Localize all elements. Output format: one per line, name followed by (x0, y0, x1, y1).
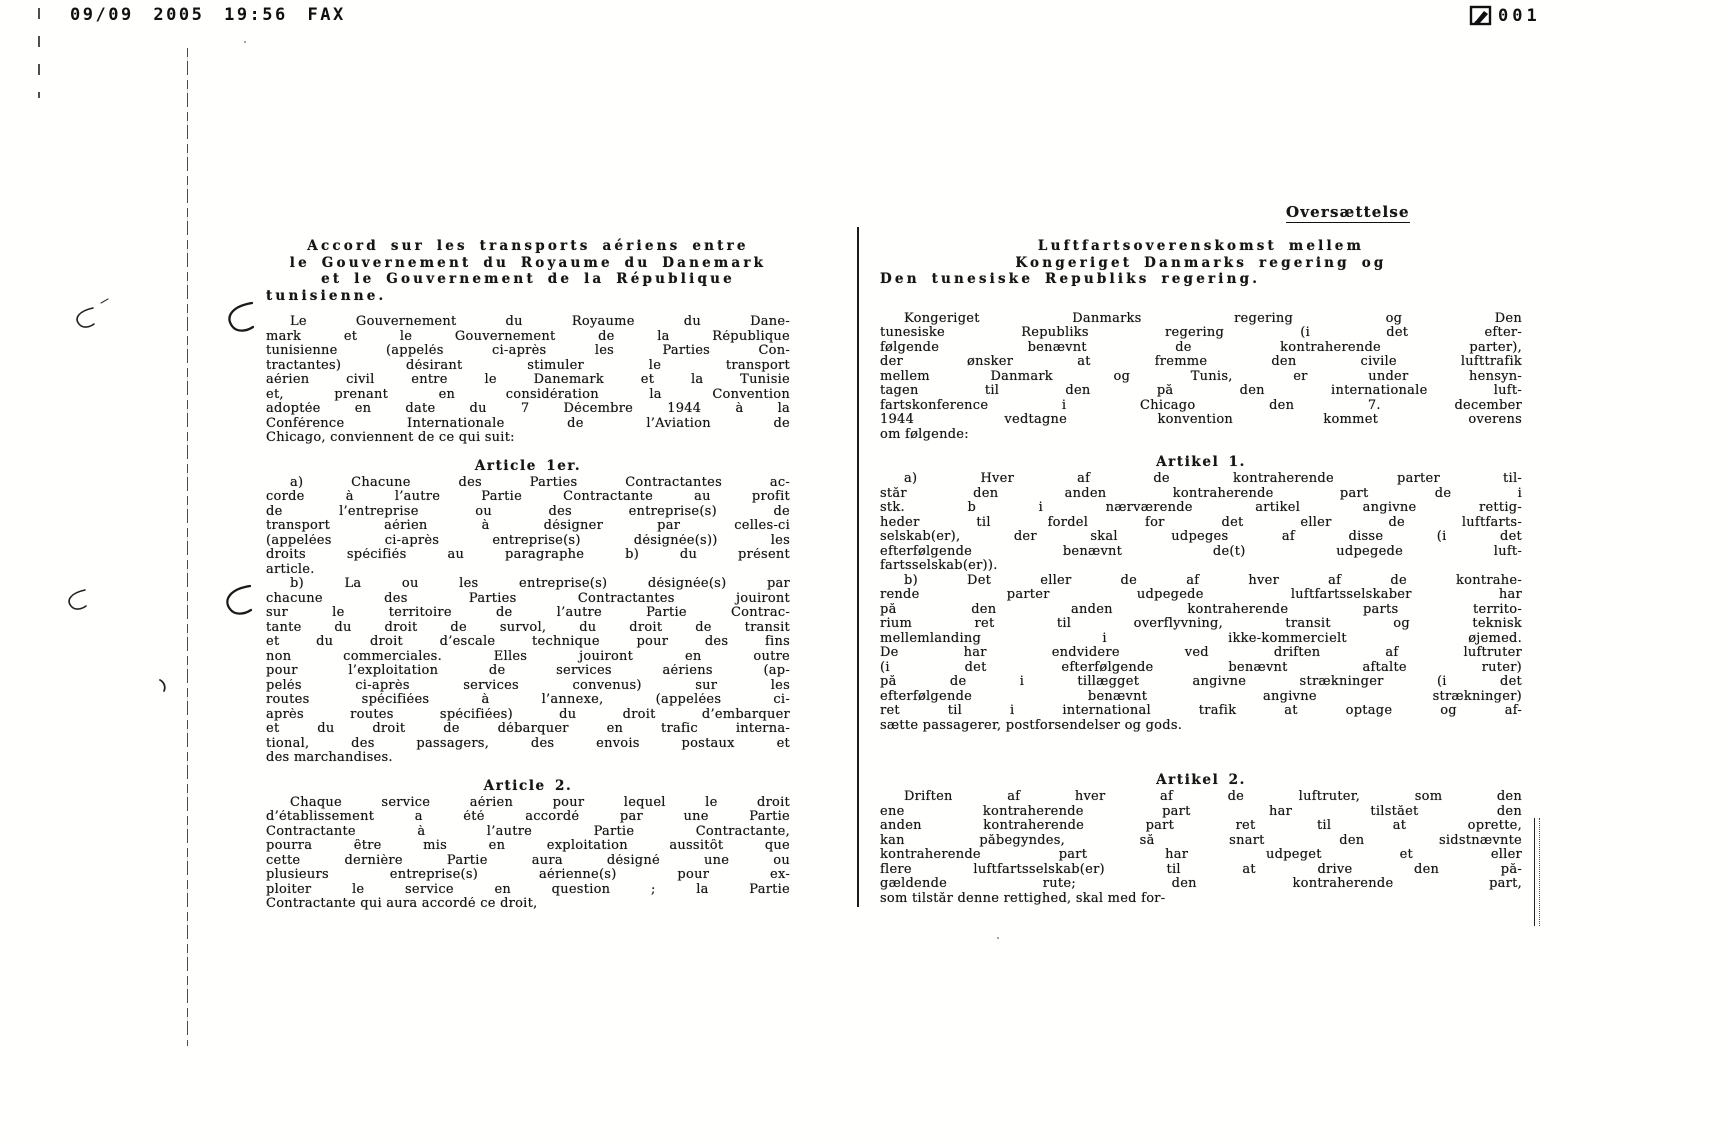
fax-page-indicator (1468, 4, 1541, 28)
text-line: de l’entreprise ou des entreprise(s) de (266, 504, 790, 519)
text-line: a) Chacune des Parties Contractantes ac- (290, 475, 790, 490)
text-line: som tilstår denne rettighed, skal med for- (880, 891, 1166, 906)
text-line: plusieurs entreprise(s) aérienne(s) pour ex- (266, 868, 790, 882)
column-title (266, 238, 790, 304)
title-line: et le Gouvernement de la République (321, 271, 735, 287)
paragraph (880, 312, 1522, 443)
text-line: De har endvidere ved driften af luftruter (880, 646, 1522, 660)
text-line: fartsselskab(er)). (880, 559, 998, 573)
scan-artifact-margin-dashes (38, 8, 40, 98)
text-line: stk. b i nærværende artikel angivne rettig- (880, 501, 1522, 515)
text-line: pourra être mis en exploitation aussitôt que (266, 839, 790, 853)
paragraph (266, 315, 790, 446)
article-heading: Article 2. (483, 777, 573, 794)
text-line: Chicago, conviennent de ce qui suit: (266, 431, 515, 445)
text-line: (appelées ci-après entreprise(s) désignée(s)) les (266, 533, 790, 548)
text-line: tional, des passagers, des envois postaux et (266, 736, 790, 751)
title-line: tunisienne. (266, 287, 387, 304)
text-line: flere luftfartsselskab(er) til at drive den på- (880, 862, 1522, 877)
pen-mark-tick-1 (101, 299, 108, 303)
text-line: efterfølgende benævnt angivne strækninger) (880, 689, 1522, 704)
pen-mark-paren-1 (229, 303, 253, 331)
paragraph (880, 790, 1522, 906)
text-line: pour l’exploitation de services aériens (ap- (266, 664, 790, 678)
text-line: rende parter udpegede luftfartsselskaber har (880, 588, 1522, 602)
text-line: kan påbegyndes, så snart den sidstnævnte (880, 833, 1522, 848)
text-line: der ønsker at fremme den civile lufttrafik (880, 355, 1522, 369)
text-line: des marchandises. (266, 751, 393, 765)
text-line: a) Hver af de kontraherende parter til- (904, 472, 1522, 486)
text-line: droits spécifiés au paragraphe b) du présent (266, 548, 790, 562)
text-line: 1944 vedtagne konvention kommet overens (880, 413, 1522, 427)
text-line: pelés ci-après services convenus) sur les (266, 678, 790, 693)
text-line: gældende rute; den kontraherende part, (880, 877, 1522, 891)
text-line: tunesiske Republiks regering (i det efter- (880, 326, 1522, 340)
text-line: ret til i international trafik at optage og af- (880, 704, 1522, 718)
paragraph (266, 796, 790, 912)
title-line: Accord sur les transports aériens entre (307, 238, 749, 254)
article-heading: Artikel 2. (1156, 772, 1246, 788)
text-line: sur le territoire de l’autre Partie Contrac- (266, 606, 790, 620)
text-line: non commerciales. Elles jouiront en outre (266, 649, 790, 664)
text-line: om følgende: (880, 427, 969, 442)
pen-mark-paren-2 (227, 586, 251, 614)
text-line: følgende benævnt de kontraherende parter), (880, 340, 1522, 355)
translation-label: Oversættelse (1286, 203, 1410, 221)
text-line: adoptée en date du 7 Décembre 1944 à la (266, 402, 790, 416)
text-line: b) Det eller de af hver af de kontrahe- (904, 573, 1522, 588)
paragraph (880, 472, 1522, 574)
article-heading: Artikel 1. (1156, 454, 1246, 470)
text-line: sætte passagerer, postforsendelser og gods. (880, 718, 1183, 733)
title-line: Den tunesiske Republiks regering. (880, 271, 1261, 287)
text-line: fartskonference i Chicago den 7. december (880, 398, 1522, 413)
paragraph (880, 574, 1522, 734)
text-line: Contractante qui aura accordé ce droit, (266, 897, 538, 911)
pen-mark-comma (160, 680, 165, 691)
text-line: tractantes) désirant stimuler le transport (266, 358, 790, 373)
text-line: ploiter le service en question ; la Partie (266, 882, 790, 897)
text-line: cette dernière Partie aura désigné une ou (266, 853, 790, 868)
text-line: efterfølgende benævnt de(t) udpegede luft- (880, 544, 1522, 559)
text-line: tagen til den på den internationale luft- (880, 384, 1522, 398)
text-line: (i det efterfølgende benævnt aftalte ruter) (880, 660, 1522, 675)
pen-mark-small-2 (69, 590, 86, 609)
scan-speck (244, 41, 246, 43)
text-line: på de i tillægget angivne strækninger (i det (880, 675, 1522, 689)
text-line: på den anden kontraherende parts territo- (880, 602, 1522, 617)
article-heading: Article 1er. (474, 457, 582, 474)
paragraph (266, 476, 790, 578)
fax-datetime-header: 09/09 2005 19:56 FAX (70, 5, 346, 25)
text-line: et du droit d’escale technique pour des fins (266, 635, 790, 649)
left-column-french (266, 238, 790, 912)
text-line: après routes spécifiées) du droit d’embarquer (266, 707, 790, 722)
column-title (880, 238, 1522, 288)
text-line: Chaque service aérien pour lequel le droit (290, 795, 790, 810)
text-line: chacune des Parties Contractantes jouiront (266, 591, 790, 606)
text-line: Contractante à l’autre Partie Contractante, (266, 824, 790, 839)
text-line: heder til fordel for det eller de luftfarts- (880, 515, 1522, 530)
text-line: Conférence Internationale de l’Aviation de (266, 416, 790, 431)
text-line: transport aérien à désigner par celles-ci (266, 519, 790, 533)
text-line: mellemlanding i ikke-kommercielt øjemed. (880, 631, 1522, 646)
text-line: b) La ou les entreprise(s) désignée(s) par (290, 577, 790, 591)
text-line: mellem Danmark og Tunis, er under hensyn- (880, 369, 1522, 384)
fax-page-number: 001 (1498, 6, 1541, 26)
paragraph (266, 577, 790, 766)
text-line: et du droit de débarquer en trafic interna- (266, 722, 790, 736)
text-line: ene kontraherende part har tilstået den (880, 804, 1522, 819)
text-line: kontraherende part har udpeget et eller (880, 848, 1522, 862)
text-line: rium ret til overflyvning, transit og teknisk (880, 617, 1522, 631)
pen-mark-small-1 (77, 308, 94, 327)
column-divider-rule (857, 227, 859, 907)
text-line: article. (266, 562, 315, 577)
text-line: mark et le Gouvernement de la République (266, 329, 790, 344)
scan-artifact-vertical-line (187, 48, 188, 1046)
title-line: Luftfartsoverenskomst mellem (1037, 238, 1365, 254)
text-line: selskab(er), der skal udpeges af disse (i det (880, 530, 1522, 544)
text-line: et, prenant en considération la Convention (266, 387, 790, 402)
title-line: Kongeriget Danmarks regering og (1015, 254, 1387, 271)
text-line: anden kontraherende part ret til at oprette, (880, 819, 1522, 833)
scan-artifact-right-line (1534, 818, 1540, 926)
text-line: corde à l’autre Partie Contractante au profit (266, 490, 790, 504)
fax-document-pen-icon (1468, 4, 1494, 28)
text-line: d’établissement a été accordé par une Partie (266, 810, 790, 824)
text-line: står den anden kontraherende part de i (880, 486, 1522, 501)
text-line: aérien civil entre le Danemark et la Tunisie (266, 373, 790, 387)
text-line: Kongeriget Danmarks regering og Den (904, 311, 1522, 326)
text-line: routes spécifiées à l’annexe, (appelées ci- (266, 693, 790, 707)
right-column-danish (880, 238, 1522, 906)
text-line: Le Gouvernement du Royaume du Dane- (290, 315, 790, 329)
text-line: tunisienne (appelés ci-après les Parties Con- (266, 344, 790, 358)
scan-speck (997, 937, 999, 939)
title-line: le Gouvernement du Royaume du Danemark (289, 254, 767, 271)
text-line: tante du droit de survol, du droit de transit (266, 620, 790, 635)
text-line: Driften af hver af de luftruter, som den (904, 790, 1522, 804)
